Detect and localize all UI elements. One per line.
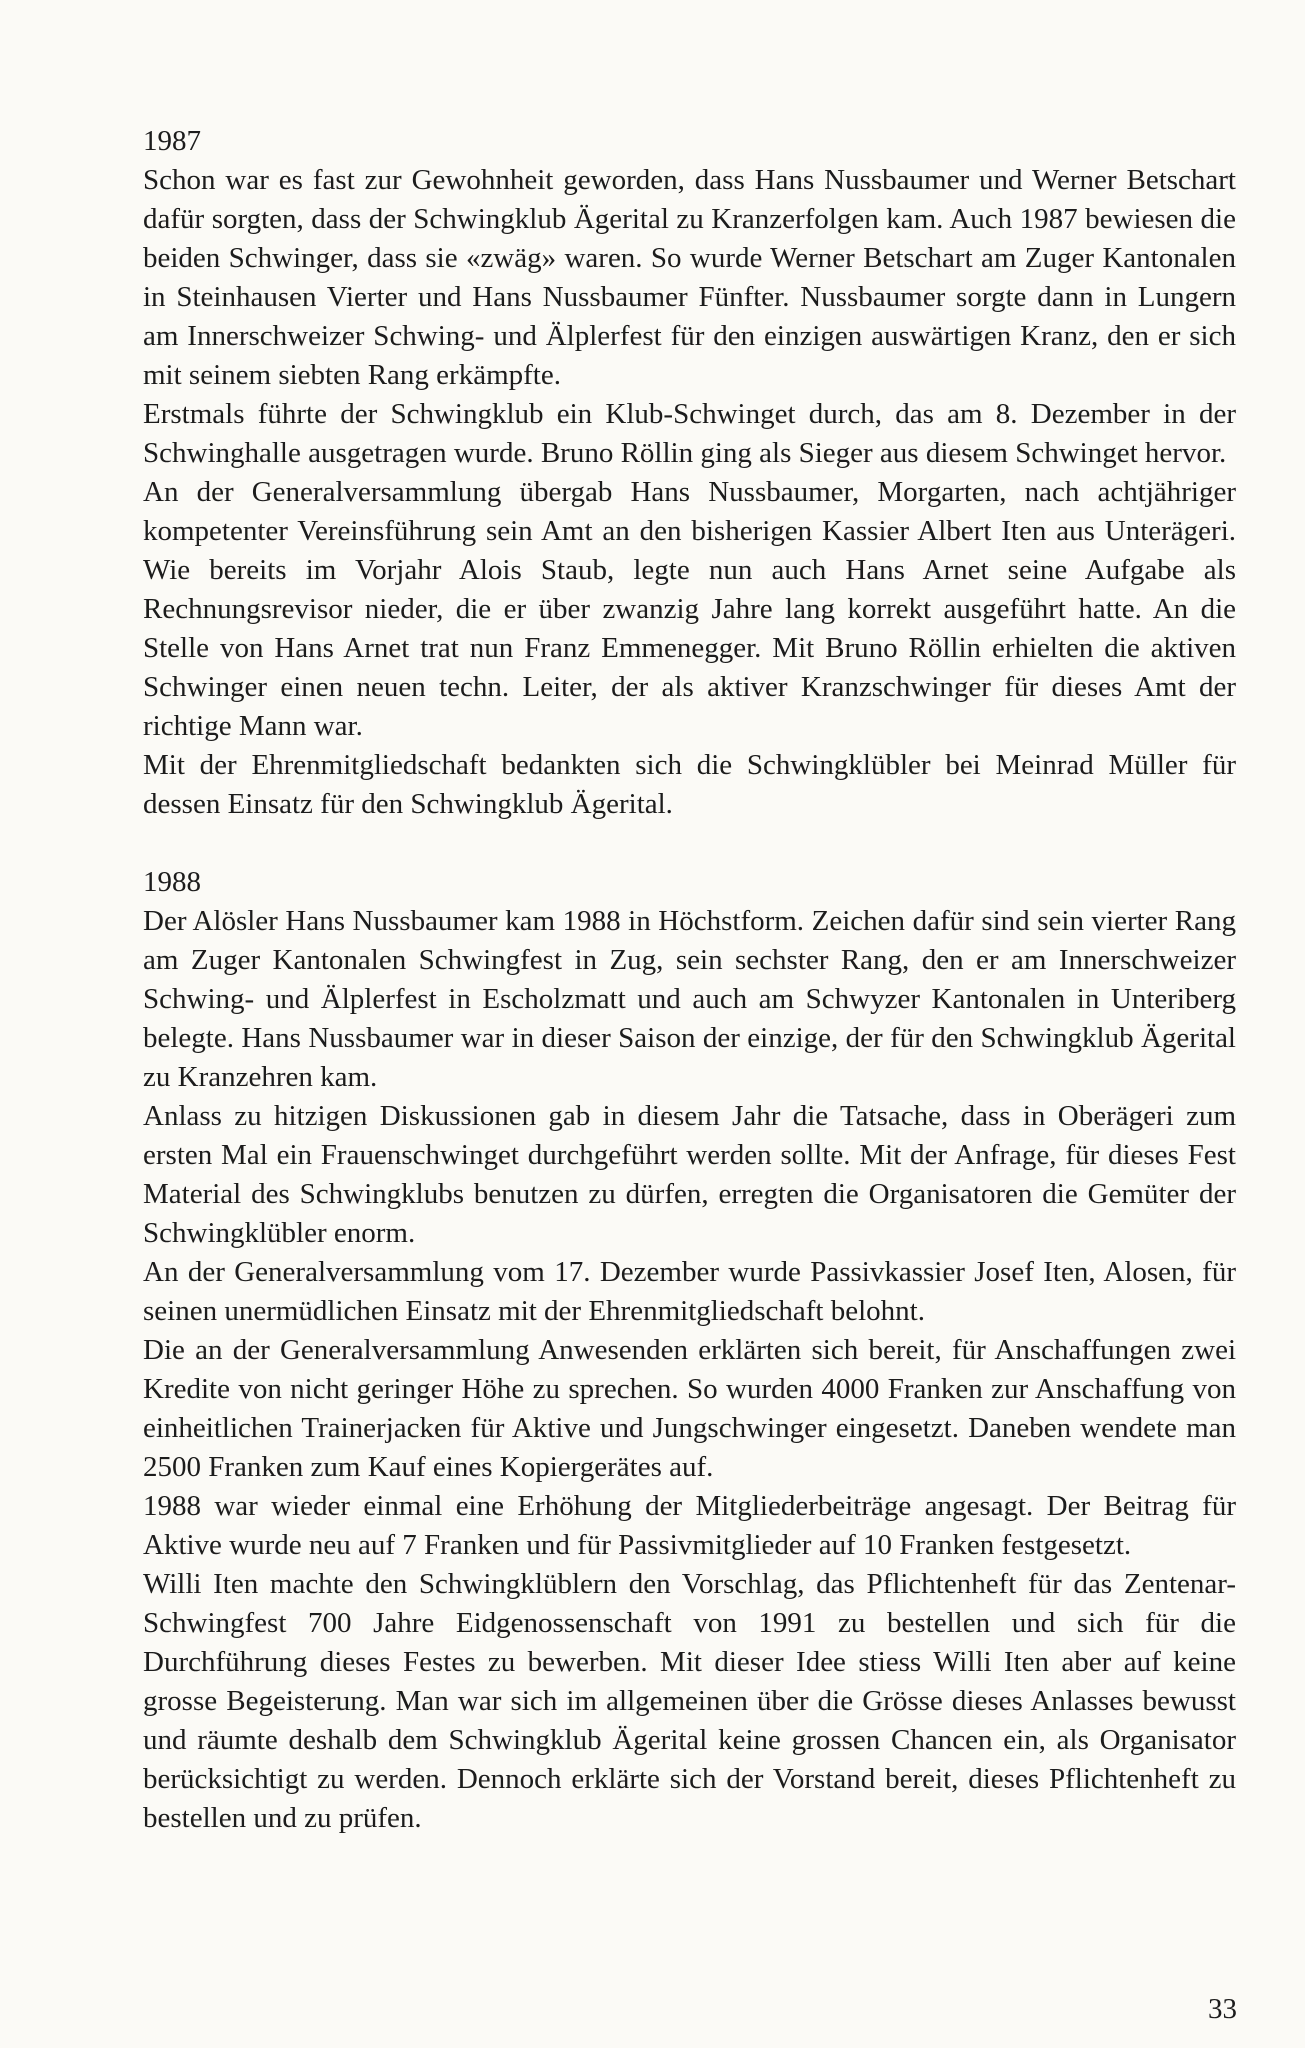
paragraph: 1988 war wieder einmal eine Erhöhung der Mitgliederbeiträge angesagt. Der Beitrag für Aktive wurde neu auf 7 Franken und für Passivmitglieder auf 10 Franken festgesetzt.: [143, 1490, 1236, 1561]
section-1988: [143, 863, 1236, 1838]
page-body: [143, 122, 1236, 1838]
page-number: 33: [1208, 1993, 1237, 2025]
paragraph: Erstmals führte der Schwingklub ein Klub-Schwinget durch, das am 8. Dezember in der Schwinghalle ausgetragen wurde. Bruno Röllin ging als Sieger aus diesem Schwinget hervor.: [143, 398, 1236, 469]
paragraph: An der Generalversammlung vom 17. Dezember wurde Passivkassier Josef Iten, Alosen, für seinen unermüdlichen Einsatz mit der Ehrenmitgliedschaft belohnt.: [143, 1256, 1236, 1327]
section-year: 1988: [143, 866, 201, 898]
paragraph: Die an der Generalversammlung Anwesenden erklärten sich bereit, für Anschaffungen zwei Kredite von nicht geringer Höhe zu sprechen. So wurden 4000 Franken zur Anschaffung von einheitlichen Trainerjacken für Aktive und Jungschwinger eingesetzt. Daneben wendete man 2500 Franken zum Kauf eines Kopiergerätes auf.: [143, 1334, 1236, 1483]
paragraph: Willi Iten machte den Schwingklüblern den Vorschlag, das Pflichtenheft für das Zentenar-Schwingfest 700 Jahre Eidgenossenschaft von 1991 zu bestellen und sich für die Durchführung dieses Festes zu bewerben. Mit dieser Idee stiess Willi Iten aber auf keine grosse Begeisterung. Man war sich im allgemeinen über die Grösse dieses Anlasses bewusst und räumte deshalb dem Schwingklub Ägerital keine grossen Chancen ein, als Organisator berücksichtigt zu werden. Dennoch erklärte sich der Vorstand bereit, dieses Pflichtenheft zu bestellen und zu prüfen.: [143, 1568, 1236, 1834]
paragraph: Anlass zu hitzigen Diskussionen gab in diesem Jahr die Tatsache, dass in Oberägeri zum ersten Mal ein Frauenschwinget durchgeführt werden sollte. Mit der Anfrage, für dieses Fest Material des Schwingklubs benutzen zu dürfen, erregten die Organisatoren die Gemüter der Schwingklübler enorm.: [143, 1100, 1236, 1249]
section-spacer: [143, 824, 1236, 863]
paragraph: Schon war es fast zur Gewohnheit geworden, dass Hans Nussbaumer und Werner Betschart dafür sorgten, dass der Schwingklub Ägerital zu Kranzerfolgen kam. Auch 1987 bewiesen die beiden Schwinger, dass sie «zwäg» waren. So wurde Werner Betschart am Zuger Kantonalen in Steinhausen Vierter und Hans Nussbaumer Fünfter. Nussbaumer sorgte dann in Lungern am Innerschweizer Schwing- und Älplerfest für den einzigen auswärtigen Kranz, den er sich mit seinem siebten Rang erkämpfte.: [143, 164, 1236, 391]
section-1987: [143, 122, 1236, 824]
paragraph: An der Generalversammlung übergab Hans Nussbaumer, Morgarten, nach achtjähriger kompetenter Vereinsführung sein Amt an den bisherigen Kassier Albert Iten aus Unterägeri. Wie bereits im Vorjahr Alois Staub, legte nun auch Hans Arnet seine Aufgabe als Rechnungsrevisor nieder, die er über zwanzig Jahre lang korrekt ausgeführt hatte. An die Stelle von Hans Arnet trat nun Franz Emmenegger. Mit Bruno Röllin erhielten die aktiven Schwinger einen neuen techn. Leiter, der als aktiver Kranzschwinger für dieses Amt der richtige Mann war.: [143, 476, 1236, 742]
paragraph: Der Alösler Hans Nussbaumer kam 1988 in Höchstform. Zeichen dafür sind sein vierter Rang am Zuger Kantonalen Schwingfest in Zug, sein sechster Rang, den er am Innerschweizer Schwing- und Älplerfest in Escholzmatt und auch am Schwyzer Kantonalen in Unteriberg belegte. Hans Nussbaumer war in dieser Saison der einzige, der für den Schwingklub Ägerital zu Kranzehren kam.: [143, 905, 1236, 1093]
paragraph: Mit der Ehrenmitgliedschaft bedankten sich die Schwingklübler bei Meinrad Müller für dessen Einsatz für den Schwingklub Ägerital.: [143, 749, 1236, 820]
section-year: 1987: [143, 125, 201, 157]
